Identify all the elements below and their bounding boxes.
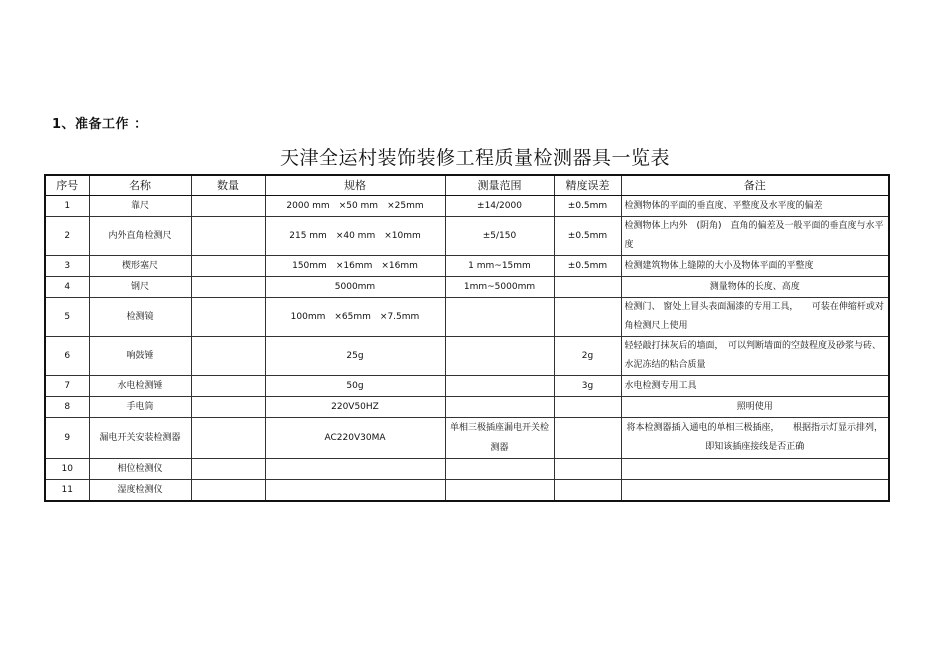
- cell-no: 1: [45, 196, 89, 217]
- table-title: 天津全运村装饰装修工程质量检测器具一览表: [279, 147, 670, 169]
- cell-name: 湿度检测仪: [89, 480, 191, 502]
- cell-no: 8: [45, 397, 89, 418]
- cell-note: 将本检测器插入通电的单相三极插座， 根据指示灯显示排列，即知该插座接线是否正确: [621, 418, 889, 459]
- table-row: [45, 337, 889, 376]
- table-row: [45, 217, 889, 256]
- cell-range: [445, 376, 554, 397]
- table-row: [45, 298, 889, 337]
- cell-spec: 100mm ×65mm ×7.5mm: [265, 298, 445, 337]
- cell-precision: [554, 298, 621, 337]
- table-row: [45, 277, 889, 298]
- cell-no: 7: [45, 376, 89, 397]
- cell-qty: [191, 277, 265, 298]
- cell-qty: [191, 256, 265, 277]
- cell-spec: 215 mm ×40 mm ×10mm: [265, 217, 445, 256]
- cell-name: 楔形塞尺: [89, 256, 191, 277]
- cell-qty: [191, 376, 265, 397]
- cell-qty: [191, 418, 265, 459]
- column-header: 规格: [265, 175, 445, 196]
- column-header: 精度误差: [554, 175, 621, 196]
- cell-range: 1mm~5000mm: [445, 277, 554, 298]
- cell-note: 检测门、 窗处上冒头表面漏漆的专用工具， 可装在伸缩杆或对角检测尺上使用: [621, 298, 889, 337]
- cell-name: 钢尺: [89, 277, 191, 298]
- cell-no: 11: [45, 480, 89, 502]
- table-row: [45, 418, 889, 459]
- cell-no: 5: [45, 298, 89, 337]
- cell-no: 9: [45, 418, 89, 459]
- cell-precision: ±0.5mm: [554, 256, 621, 277]
- cell-range: [445, 480, 554, 502]
- table-row: [45, 459, 889, 480]
- cell-no: 6: [45, 337, 89, 376]
- cell-precision: 2g: [554, 337, 621, 376]
- table-row: [45, 196, 889, 217]
- cell-precision: [554, 418, 621, 459]
- table-header-row: [45, 175, 889, 196]
- column-header: 备注: [621, 175, 889, 196]
- cell-note: 水电检测专用工具: [621, 376, 889, 397]
- column-header: 名称: [89, 175, 191, 196]
- table-row: [45, 480, 889, 502]
- cell-note: 测量物体的长度、高度: [621, 277, 889, 298]
- cell-range: [445, 337, 554, 376]
- cell-spec: 50g: [265, 376, 445, 397]
- cell-qty: [191, 480, 265, 502]
- cell-range: 1 mm~15mm: [445, 256, 554, 277]
- cell-range: [445, 397, 554, 418]
- section-heading: 1、准备工作 ：: [52, 117, 148, 132]
- cell-qty: [191, 459, 265, 480]
- cell-no: 3: [45, 256, 89, 277]
- cell-precision: ±0.5mm: [554, 217, 621, 256]
- cell-note: 检测物体上内外 (阴角) 直角的偏差及一般平面的垂直度与水平度: [621, 217, 889, 256]
- cell-range: [445, 298, 554, 337]
- table-row: [45, 376, 889, 397]
- cell-qty: [191, 397, 265, 418]
- cell-spec: 2000 mm ×50 mm ×25mm: [265, 196, 445, 217]
- cell-qty: [191, 337, 265, 376]
- cell-spec: 25g: [265, 337, 445, 376]
- cell-note: 照明使用: [621, 397, 889, 418]
- cell-note: 轻轻敲打抹灰后的墙面， 可以判断墙面的空鼓程度及砂浆与砖、水泥冻结的粘合质量: [621, 337, 889, 376]
- cell-note: 检测物体的平面的垂直度、平整度及水平度的偏差: [621, 196, 889, 217]
- table-row: [45, 256, 889, 277]
- cell-no: 4: [45, 277, 89, 298]
- cell-name: 手电筒: [89, 397, 191, 418]
- instrument-table: [44, 174, 890, 502]
- cell-range: 单相三极插座漏电开关检测器: [445, 418, 554, 459]
- cell-name: 靠尺: [89, 196, 191, 217]
- table-row: [45, 397, 889, 418]
- cell-spec: 220V50HZ: [265, 397, 445, 418]
- cell-name: 水电检测锤: [89, 376, 191, 397]
- cell-range: ±14/2000: [445, 196, 554, 217]
- cell-spec: 5000mm: [265, 277, 445, 298]
- cell-qty: [191, 196, 265, 217]
- cell-no: 2: [45, 217, 89, 256]
- cell-name: 漏电开关安装检测器: [89, 418, 191, 459]
- cell-precision: [554, 277, 621, 298]
- column-header: 序号: [45, 175, 89, 196]
- column-header: 数量: [191, 175, 265, 196]
- cell-precision: [554, 480, 621, 502]
- cell-precision: [554, 459, 621, 480]
- cell-range: [445, 459, 554, 480]
- cell-precision: [554, 397, 621, 418]
- cell-precision: 3g: [554, 376, 621, 397]
- cell-note: [621, 480, 889, 502]
- cell-note: 检测建筑物体上缝隙的大小及物体平面的平整度: [621, 256, 889, 277]
- cell-name: 响鼓锤: [89, 337, 191, 376]
- cell-name: 检测镜: [89, 298, 191, 337]
- cell-spec: AC220V30MA: [265, 418, 445, 459]
- column-header: 测量范围: [445, 175, 554, 196]
- cell-no: 10: [45, 459, 89, 480]
- cell-precision: ±0.5mm: [554, 196, 621, 217]
- cell-spec: [265, 459, 445, 480]
- cell-qty: [191, 217, 265, 256]
- cell-name: 相位检测仪: [89, 459, 191, 480]
- cell-range: ±5/150: [445, 217, 554, 256]
- cell-note: [621, 459, 889, 480]
- cell-name: 内外直角检测尺: [89, 217, 191, 256]
- cell-spec: 150mm ×16mm ×16mm: [265, 256, 445, 277]
- cell-qty: [191, 298, 265, 337]
- cell-spec: [265, 480, 445, 502]
